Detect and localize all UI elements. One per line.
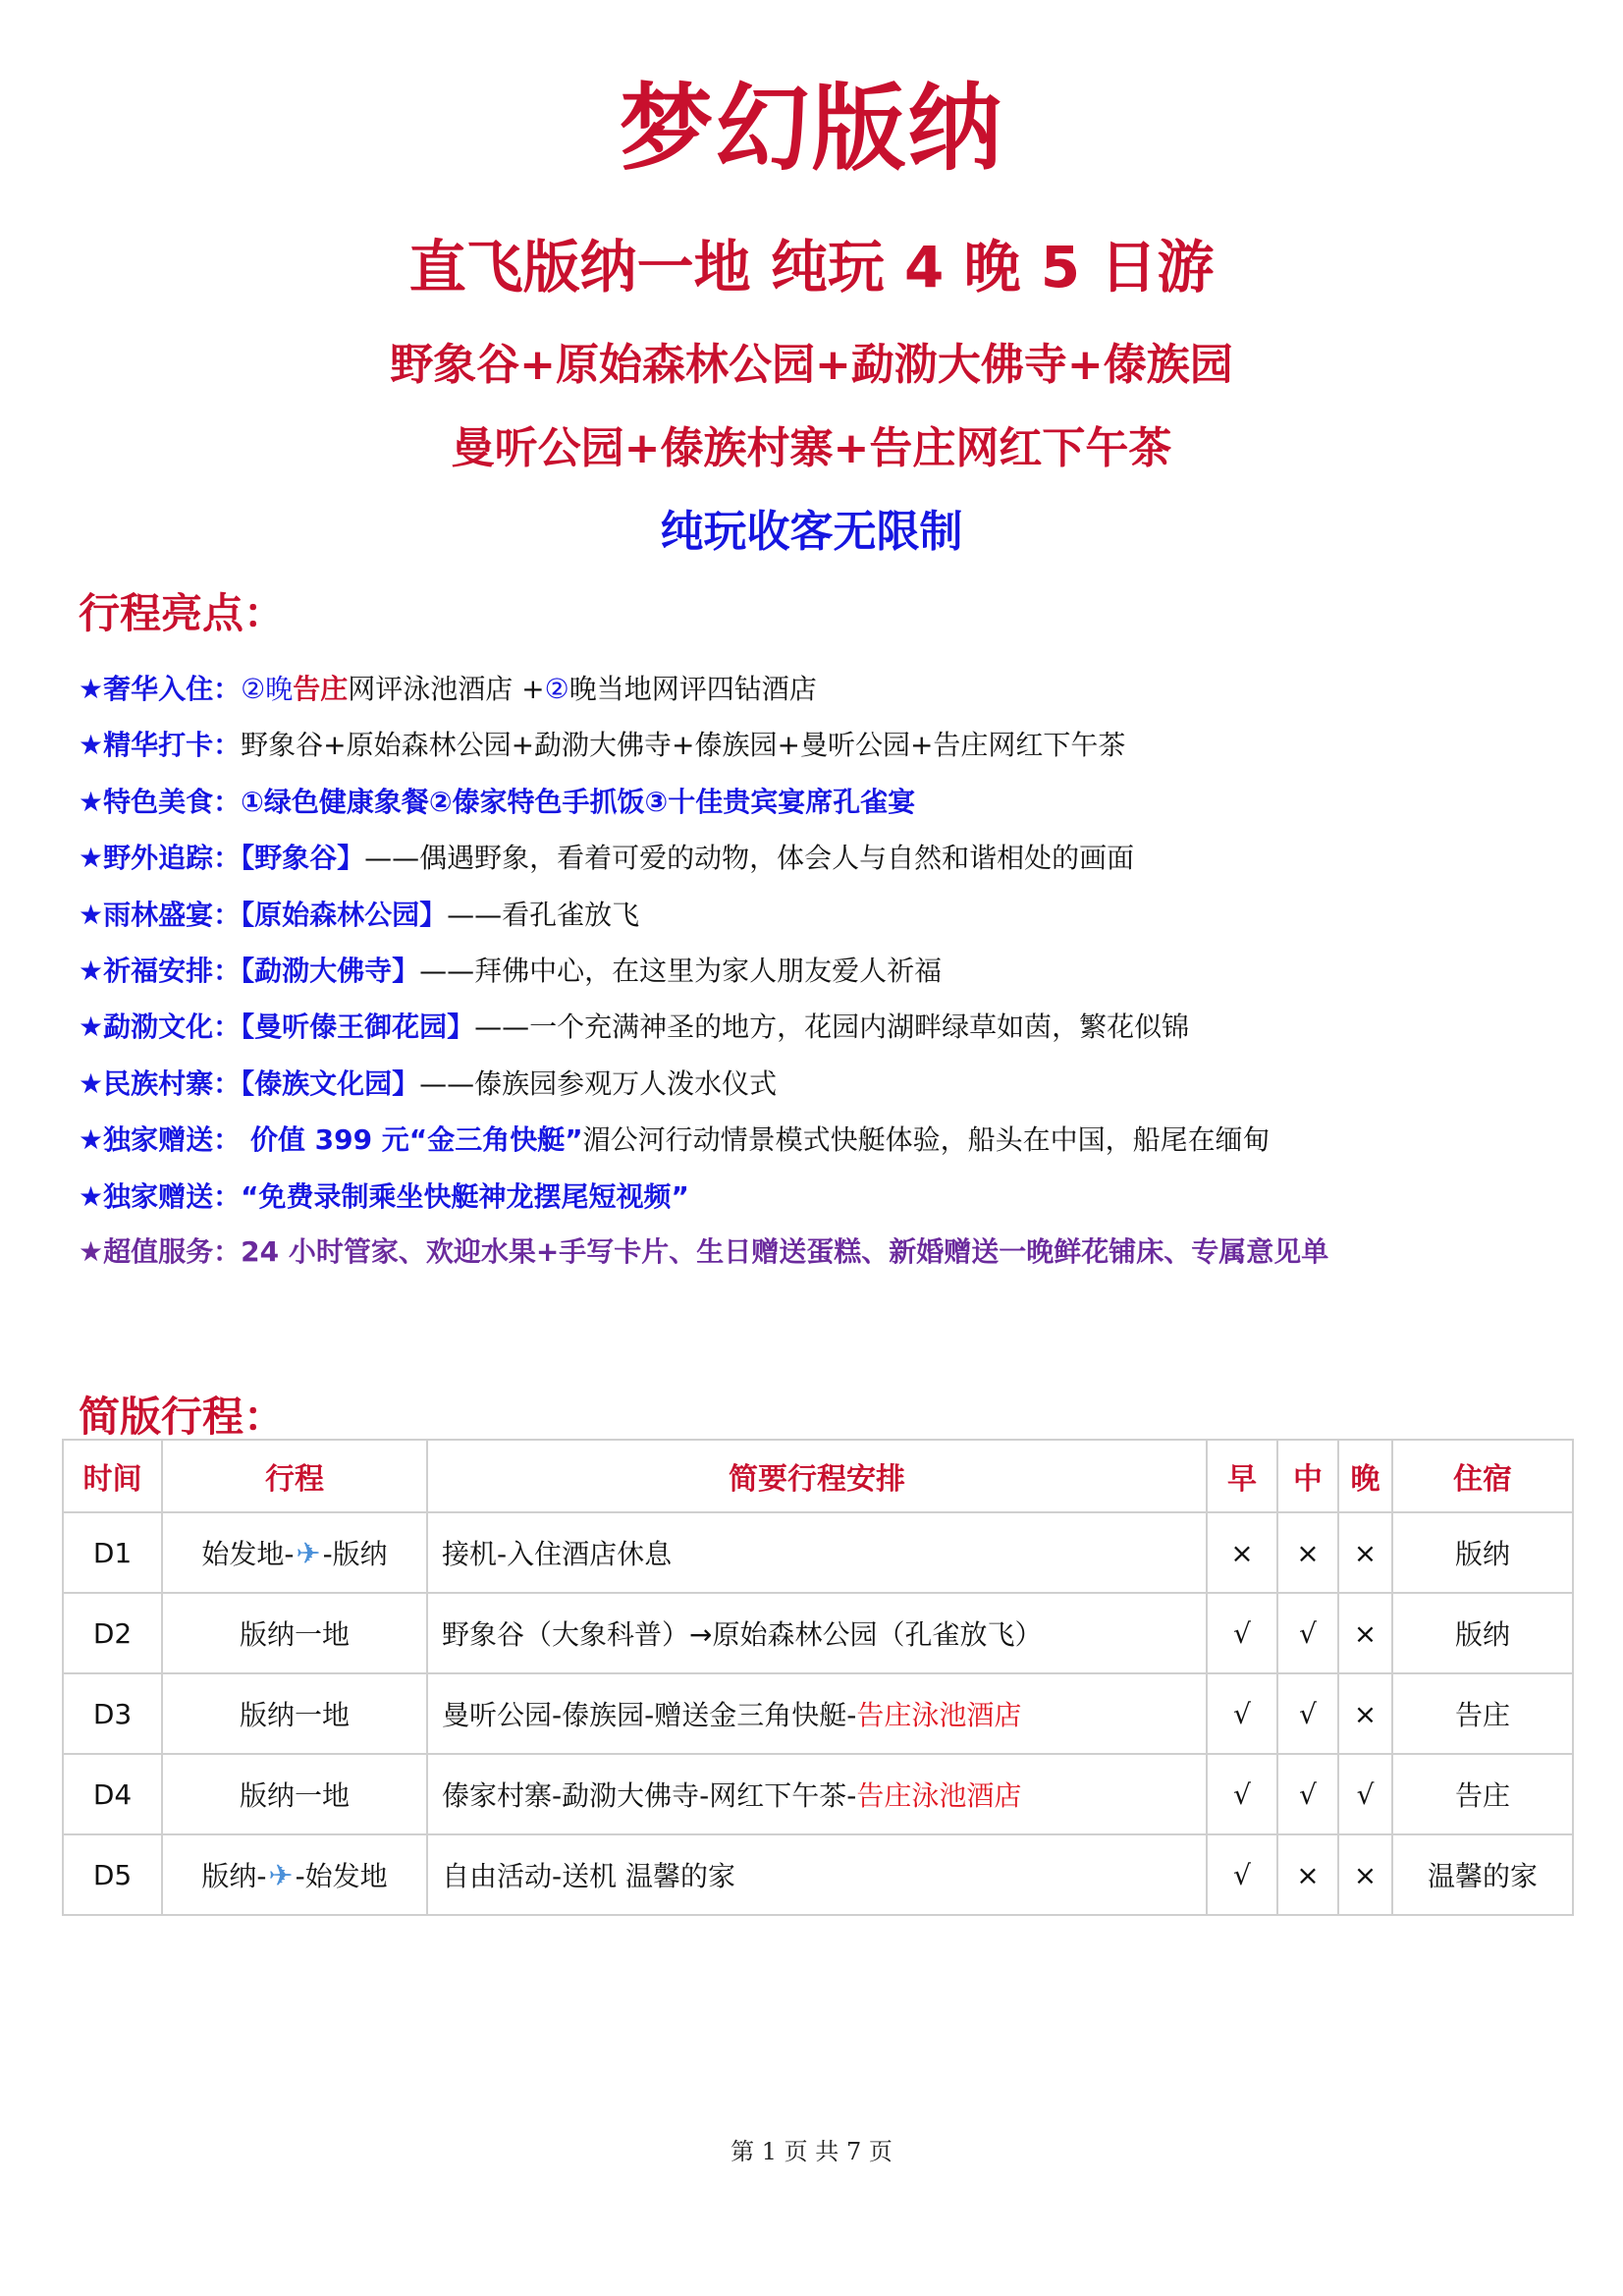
plan-cell [427,1593,1207,1673]
day-cell: D4 [63,1754,162,1834]
stay-cell: 温馨的家 [1392,1834,1573,1915]
route-cell: 版纳一地 [162,1593,427,1673]
subtitle-tour: 直飞版纳一地 纯玩 4 晚 5 日游 [408,234,1215,301]
column-header-stay: 住宿 [1392,1440,1573,1512]
table-header-row [63,1440,1573,1512]
route-cell: 版纳一地 [162,1673,427,1754]
highlight-tag: 【野象谷】 [241,842,365,875]
plan-text: 接机-入住酒店休息 [442,1538,673,1570]
dinner-cell: × [1338,1593,1392,1673]
plan-text: 自由活动-送机 温馨的家 [442,1860,736,1892]
route-text: -始发地 [295,1860,388,1892]
dinner-cell: × [1338,1512,1392,1593]
highlight-item [79,1169,1571,1225]
table-row [63,1593,1573,1673]
highlight-text: ② [544,673,569,705]
column-header-lunch: 中 [1277,1440,1338,1512]
plan-hotel-text: 告庄泳池酒店 [856,1699,1022,1731]
highlight-item [79,1112,1571,1168]
column-header-breakfast: 早 [1207,1440,1277,1512]
breakfast-cell: √ [1207,1593,1277,1673]
plan-cell [427,1512,1207,1593]
lunch-cell: √ [1277,1673,1338,1754]
table-row [63,1512,1573,1593]
table-row [63,1834,1573,1915]
highlight-text: ——偶遇野象，看着可爱的动物，体会人与自然和谐相处的画面 [364,842,1135,875]
lunch-cell: √ [1277,1593,1338,1673]
highlight-tag: 【原始森林公园】 [241,898,448,931]
route-cell [162,1834,427,1915]
highlight-tag: “免费录制乘坐快艇神龙摆尾短视频” [241,1179,689,1213]
lunch-cell: × [1277,1834,1338,1915]
breakfast-cell: √ [1207,1754,1277,1834]
stay-cell: 版纳 [1392,1512,1573,1593]
highlights-list [79,661,1571,1280]
highlight-item [79,1225,1571,1280]
highlight-label: ★独家赠送： [79,1179,242,1213]
highlight-label: ★野外追踪： [79,842,242,875]
highlight-text: 晚当地网评四钻酒店 [568,673,817,705]
lunch-cell: × [1277,1512,1338,1593]
dinner-cell: √ [1338,1754,1392,1834]
day-cell: D3 [63,1673,162,1754]
page-number: 第 1 页 共 7 页 [730,2138,893,2165]
column-header-day: 时间 [63,1440,162,1512]
plan-hotel-text: 告庄泳池酒店 [856,1779,1022,1812]
highlight-item [79,999,1571,1055]
column-header-route: 行程 [162,1440,427,1512]
brief-itinerary-title: 简版行程： [79,1393,286,1441]
dinner-cell: × [1338,1673,1392,1754]
dinner-cell: × [1338,1834,1392,1915]
day-cell: D1 [63,1512,162,1593]
highlight-label: ★奢华入住： [79,673,242,705]
table-row [63,1754,1573,1834]
highlight-text: ——一个充满神圣的地方，花园内湖畔绿草如茵，繁花似锦 [474,1011,1190,1044]
highlight-tag: 【勐泐大佛寺】 [241,955,420,988]
highlight-label: ★特色美食： [79,785,242,818]
column-header-dinner: 晚 [1338,1440,1392,1512]
highlight-label: ★雨林盛宴： [79,898,242,931]
highlight-item [79,774,1571,830]
highlight-tag: 【曼听傣王御花园】 [241,1011,475,1044]
highlight-text: ——拜佛中心，在这里为家人朋友爱人祈福 [419,955,943,988]
plan-cell [427,1754,1207,1834]
subtitle-spots-2: 曼听公园+傣族村寨+告庄网红下午茶 [451,423,1172,473]
subtitle-spots-1: 野象谷+原始森林公园+勐泐大佛寺+傣族园 [390,340,1233,390]
highlight-text: 网评泳池酒店 + [348,673,545,705]
highlight-text: ——看孔雀放飞 [447,898,640,931]
day-cell: D2 [63,1593,162,1673]
highlight-label: ★精华打卡： [79,729,242,762]
highlight-label: ★超值服务： [79,1235,242,1269]
lunch-cell: √ [1277,1754,1338,1834]
stay-cell: 版纳 [1392,1593,1573,1673]
plan-text: 野象谷（大象科普）→原始森林公园（孔雀放飞） [442,1618,1043,1651]
column-header-plan: 简要行程安排 [427,1440,1207,1512]
highlight-label: ★民族村寨： [79,1066,242,1100]
highlight-tag: 价值 399 元“金三角快艇” [241,1123,583,1157]
stay-cell: 告庄 [1392,1673,1573,1754]
subtitle-unlimited: 纯玩收客无限制 [660,507,963,557]
page-title: 梦幻版纳 [619,74,1004,184]
highlight-text: ②晚 [241,673,294,705]
highlight-item [79,830,1571,886]
route-cell: 版纳一地 [162,1754,427,1834]
airplane-icon: ✈ [296,1537,321,1571]
highlight-text: 24 小时管家、欢迎水果+手写卡片、生日赠送蛋糕、新婚赠送一晚鲜花铺床、专属意见单 [241,1235,1329,1269]
highlight-item [79,887,1571,943]
route-text: 版纳- [201,1860,267,1892]
route-text: -版纳 [322,1538,388,1570]
highlight-text: ①绿色健康象餐②傣家特色手抓饭③十佳贵宾宴席孔雀宴 [241,785,916,818]
highlight-item [79,943,1571,999]
highlight-item [79,1056,1571,1112]
table-row [63,1673,1573,1754]
highlight-text: 告庄 [293,673,349,705]
day-cell: D5 [63,1834,162,1915]
itinerary-table [62,1439,1574,1916]
breakfast-cell: × [1207,1512,1277,1593]
plan-cell [427,1834,1207,1915]
highlight-label: ★独家赠送： [79,1123,242,1157]
route-text: 始发地- [201,1538,295,1570]
highlight-label: ★勐泐文化： [79,1011,242,1044]
highlight-item [79,717,1571,773]
highlight-text: ——傣族园参观万人泼水仪式 [419,1066,778,1100]
plan-text: 曼听公园-傣族园-赠送金三角快艇- [442,1699,857,1731]
highlight-text: 湄公河行动情景模式快艇体验，船头在中国，船尾在缅甸 [582,1123,1271,1157]
highlight-item [79,661,1571,717]
highlight-label: ★祈福安排： [79,955,242,988]
route-cell [162,1512,427,1593]
breakfast-cell: √ [1207,1673,1277,1754]
stay-cell: 告庄 [1392,1754,1573,1834]
airplane-icon: ✈ [268,1859,294,1893]
breakfast-cell: √ [1207,1834,1277,1915]
plan-cell [427,1673,1207,1754]
highlight-tag: 【傣族文化园】 [241,1066,420,1100]
highlights-title: 行程亮点： [79,589,286,637]
plan-text: 傣家村寨-勐泐大佛寺-网红下午茶- [442,1779,857,1812]
highlight-text: 野象谷+原始森林公园+勐泐大佛寺+傣族园+曼听公园+告庄网红下午茶 [241,729,1126,762]
